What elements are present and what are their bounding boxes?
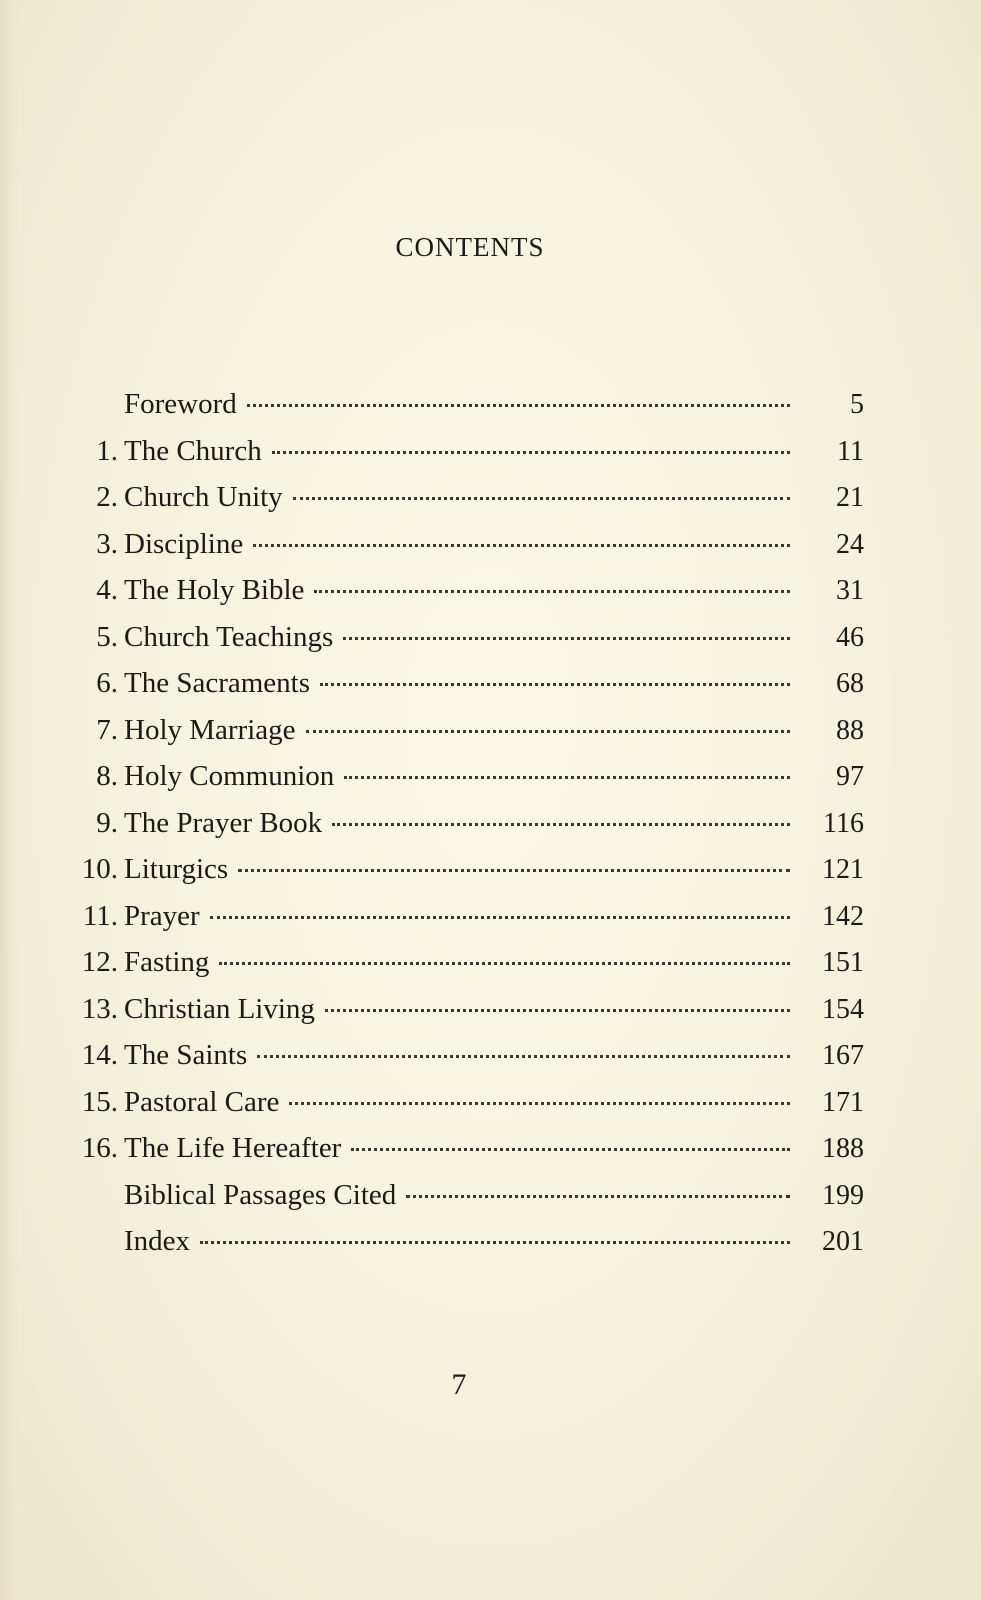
toc-entry [64,388,864,435]
toc-entry-page: 142 [822,900,864,932]
toc-entry-number: 16. [81,1132,118,1164]
toc-entry [64,1132,864,1179]
toc-entry [64,667,864,714]
toc-entry-title: The Sacraments [124,667,311,699]
page-number: 7 [451,1368,467,1401]
toc-entry-page: 68 [836,668,864,699]
dot-leader [351,1148,790,1151]
dot-leader [343,637,790,640]
dot-leader [257,1055,790,1058]
toc-entry-number: 15. [81,1085,118,1118]
toc-entry-title: The Church [124,434,262,467]
toc-entry-page: 188 [822,1133,864,1164]
toc-entry-page: 151 [822,947,864,978]
dot-leader [344,776,790,779]
dot-leader [289,1102,790,1105]
dot-leader [200,1241,790,1244]
toc-entry [64,760,864,807]
toc-entry-title: Foreword [124,388,237,420]
toc-entry-number: 9. [96,806,118,839]
toc-entry-title: Church Unity [124,481,283,513]
toc-entry [64,435,864,482]
toc-entry [64,621,864,668]
toc-entry-number: 13. [81,992,118,1025]
toc-entry-page: 31 [836,575,864,606]
toc-entry-number: 14. [81,1039,118,1071]
toc-entry [64,1225,864,1272]
toc-entry-title: The Holy Bible [124,574,305,606]
toc-entry [64,714,864,761]
toc-entry-page: 46 [836,621,864,653]
dot-leader [219,962,790,965]
toc-entry-title: Discipline [124,527,244,560]
dot-leader [293,497,790,500]
toc-entry [64,528,864,575]
toc-entry-number: 2. [96,481,118,513]
toc-entry-number: 3. [96,527,118,560]
toc-entry-title: The Prayer Book [124,806,323,839]
toc-entry-number: 7. [96,713,118,746]
toc-entry-page: 154 [822,993,864,1025]
toc-entry-number: 4. [96,574,118,606]
toc-entry-title: Fasting [124,946,210,978]
toc-entry-number: 1. [96,434,118,467]
toc-entry-number: 11. [82,899,118,932]
toc-entry-page: 24 [836,528,864,560]
dot-leader [272,451,790,454]
toc-entry-title: Prayer [124,899,200,932]
toc-entry [64,481,864,528]
toc-entry-page: 21 [836,482,864,513]
toc-entry-title: The Saints [124,1039,248,1071]
toc-entry-number: 5. [96,620,118,653]
toc-entry [64,993,864,1040]
toc-entry [64,574,864,621]
toc-entry-number: 8. [96,760,118,792]
toc-entry-page: 97 [836,761,864,792]
toc-entry-title: Holy Communion [124,760,335,792]
toc-entry-number: 6. [96,667,118,699]
toc-entry-page: 199 [822,1179,864,1211]
dot-leader [320,683,790,686]
toc-entry-title: Christian Living [124,992,315,1025]
toc-entry [64,1086,864,1133]
toc-entry-number: 10. [81,853,118,885]
dot-leader [325,1009,790,1012]
toc-entry-title: Holy Marriage [124,713,296,746]
toc-entry-page: 5 [850,389,864,420]
dot-leader [238,869,790,872]
table-of-contents [64,388,864,1272]
toc-entry [64,807,864,854]
toc-entry-page: 171 [822,1086,864,1118]
dot-leader [253,544,790,547]
toc-entry-page: 88 [836,714,864,746]
toc-entry [64,900,864,947]
toc-entry-number: 12. [81,946,118,978]
toc-entry-page: 116 [823,807,864,839]
dot-leader [210,916,790,919]
dot-leader [314,590,790,593]
toc-entry-page: 11 [837,435,864,467]
toc-entry [64,1179,864,1226]
toc-entry-title: Liturgics [124,853,229,885]
dot-leader [332,823,790,826]
toc-entry-title: The Life Hereafter [124,1132,342,1164]
toc-entry-page: 121 [822,854,864,885]
toc-entry [64,1039,864,1086]
toc-entry-title: Church Teachings [124,620,334,653]
toc-entry-page: 167 [822,1040,864,1071]
toc-entry-title: Pastoral Care [124,1085,280,1118]
dot-leader [306,730,790,733]
dot-leader [247,404,790,407]
toc-entry-title: Biblical Passages Cited [124,1178,397,1211]
dot-leader [406,1195,790,1198]
toc-entry [64,853,864,900]
toc-entry-title: Index [124,1225,191,1257]
page-title: CONTENTS [395,232,545,262]
toc-entry [64,946,864,993]
toc-entry-page: 201 [822,1226,864,1257]
